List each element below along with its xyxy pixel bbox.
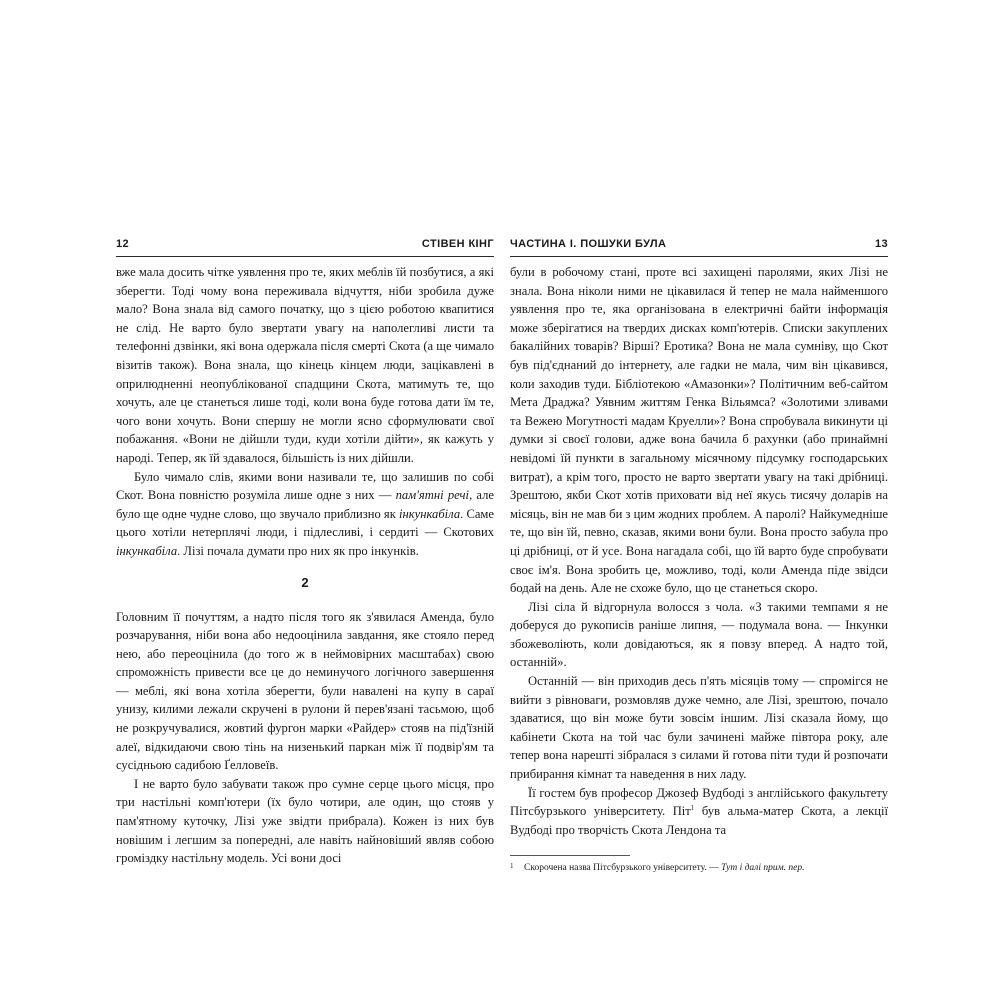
footnote-divider [510, 855, 630, 856]
paragraph: Лізі сіла й відгорнула волосся з чола. «З такими темпами я не доберуся до рукописів раніше липня, — подумала вона. — Інкунки збожеволіють, коли довідаються, як я повзу вперед. А надто той, останній». [510, 599, 888, 670]
paragraph: Її гостем був професор Джозеф Вудбоді з англійського факультету Пітсбурзького університету. Піт$^1$ був альма-матер Скота, а лекції Вудбоді про творчість Скота Лендона та [510, 785, 888, 837]
italic-term: інкункабіла [116, 543, 178, 558]
footnote-mark: 1 [510, 862, 514, 871]
paragraph: І не варто було забувати також про сумне серце цього місця, про три настільні комп'ютери (їх було чотири, але один, що стояв у пам'ятному куточку, Лізі уже звідти прибрала). Кожен із них був новішим і легшим за попередні, але навіть найновіший являв собою громіздку настільну модель. Усі вони досі [116, 776, 494, 866]
paragraph: були в робочому стані, проте всі захищені паролями, яких Лізі не знала. Вона ніколи ними не цікавилася й тепер не мала найменшого уявлення про те, яка організована в електричні байти інформація може зберігатися на твердих дисках комп'ютерів. Списки закуплених бакалійних товарів? Вірші? Еротика? Вона не мала сумніву, що Скот був під'єднаний до інтернету, але гадки не мала, чим він цікавився, коли заходив туди. Бібліотекою «Амазонки»? Політичним веб-сайтом Мета Драджа? Уявним життям Генка Вільямса? «Золотими зливами та Вежею Могутності мадам Круелли»? Вона спробувала викинути ці думки зі своєї голови, адже вона бачила б рахунки (або принаймні невідомі їй пункти в загальному місячному підсумку господарських витрат), а крім того, просто не варто звертати увагу на такі дрібниці. Зрештою, якби Скот хотів приховати від неї якусь тисячу доларів на місяць, він не мав би з цим жодних проблем. А паролі? Найкумедніше те, що він їй, певно, сказав, якими вони були. Вона просто забула про ці дрібниці, от й усе. Вона нагадала собі, що їй варто буде спробувати своє ім'я. Вона зробить це, можливо, тоді, коли Аменда піде звідси бодай на день. Але не схоже було, що це станеться скоро. [510, 265, 888, 596]
right-page [510, 238, 888, 875]
running-title: ЧАСТИНА І. ПОШУКИ БУЛА [510, 238, 667, 250]
italic-term: пам'ятні речі [395, 488, 470, 503]
paragraph: Головним її почуттям, а надто після того як з'явилася Аменда, було розчарування, ніби вона або недооцінила завдання, яке стояло перед нею, або переоцінила (до того ж в неймовірних масштабах) свою спроможність привести все це до неминучого логічного завершення — меблі, які вона хотіла зберегти, були навалені на купу в сараї унизу, килими лежали скручені в рулони й перев'язані тасьмою, щоб не розкручувалися, жовтий фургон марки «Райдер» стояв на під'їзній алеї, відкидаючи свою тінь на низенький паркан між її подвір'ям та сусідньою садибою Ґелловеїв. [116, 609, 494, 773]
running-title: СТІВЕН КІНГ [421, 238, 494, 250]
left-body-text [116, 263, 494, 868]
paragraph: Було чимало слів, якими вони називали те, що залишив по собі Скот. Вона повністю розуміла лише одне з них — пам'ятні речі, але було ще одне чудне слово, що звучало приблизно як інкункабіла. Саме цього хотіли нетерплячі люди, і підлесливі, і сердиті — Скотових інкункабіла. Лізі почала думати про них як про інкунків. [116, 469, 495, 558]
footnote: 1 Скорочена назва Пітсбурзького університету. — Тут і далі прим. пер. [510, 862, 805, 874]
italic-term: інкункабіла [399, 506, 461, 521]
paragraph: вже мала досить чітке уявлення про те, яких меблів їй позбутися, а які зберегти. Тоді чому вона переживала відчуття, ніби зробила дуже мало? Вона знала від самого початку, що з цією роботою квапитися не слід. Не варто було звертати увагу на наполегливі листи та телефонні дзвінки, які вона одержала після смерті Скота (а ще чимало візитів також). Вона знала, що кінець кінцем люди, зацікавлені в оприлюдненні неопублікованої спадщини Скота, матимуть те, що хочуть, але це станеться лише тоді, коли вона буде готова дати їм те, чого вони хочуть. Вони спершу не могли ясно сформулювати свої побажання. «Вони не дійшли туди, куди хотіли дійти», як кажуть у народі. Тепер, як їй здавалося, більшість із них дійшли. [116, 265, 494, 465]
footnote-ref: 1 [690, 804, 695, 813]
page-number: 13 [874, 238, 888, 250]
chapter-number: 2 [301, 574, 309, 590]
paragraph: Останній — він приходив десь п'ять місяців тому — спромігся не вийти з рівноваги, розмовляв дуже чемно, але Лізі, зрештою, почало здаватися, що він може бути зовсім іншим. Лізі сказала йому, що кабінети Скота на той час були зачинені майже півтора року, але тепер вона нарешті зібралася з силами й готова піти туди й розпочати прибирання кімнат та наведення в них ладу. [510, 674, 888, 782]
left-running-head [116, 238, 494, 257]
page-number: 12 [116, 238, 130, 250]
right-body-text [510, 263, 888, 839]
right-running-head [510, 238, 888, 257]
left-page [116, 238, 494, 868]
